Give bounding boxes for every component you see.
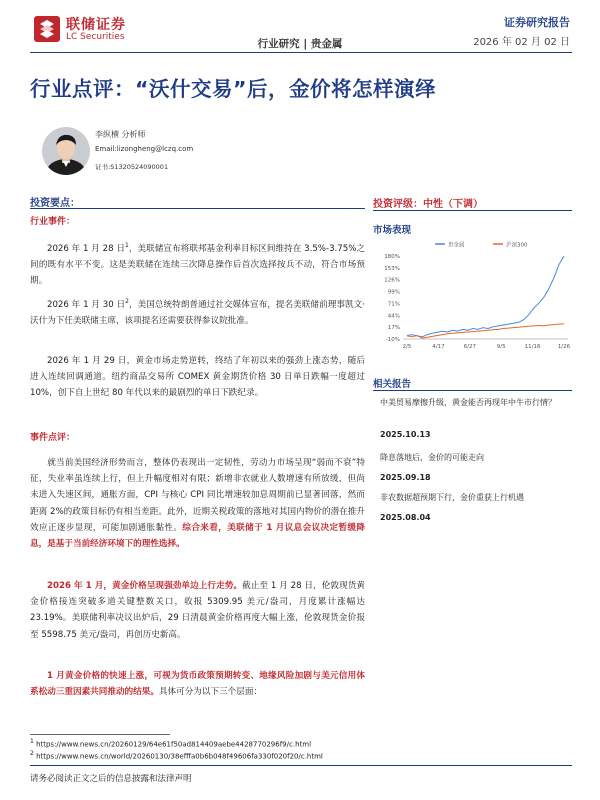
report-type: 证券研究报告	[504, 16, 570, 29]
y-tick-label: 99%	[387, 289, 400, 296]
x-tick-label: 4/17	[432, 344, 445, 350]
header-category: 行业研究 | 贵金属	[257, 38, 343, 50]
industry-event-heading: 行业事件：	[30, 217, 76, 227]
investment-rating: 投资评级：中性（下调）	[373, 199, 483, 210]
paragraph-2: 2026 年 1 月 30 日$^2$，美国总统特朗普通过社交媒体宣布，提名美联储前理事凯文·沃什为下任美联储主席，该项提名还需要获得参议院批准。	[30, 298, 365, 327]
series-line-1	[407, 324, 564, 338]
analyst-certificate: 证书:S1320524090001	[95, 163, 169, 171]
header-divider	[30, 52, 572, 53]
related-reports-heading: 相关报告	[373, 379, 412, 390]
paragraph-4: 就当前美国经济形势而言，整体仍表现出一定韧性，劳动力市场呈现“弱而不衰”特征，失业率虽连续上行，但上升幅度相对有限；新增非农就业人数增速有所放缓，但尚未进入失速区间，通胀方面，CPI 与核心 CPI 同比增速较加息周期前已显著回落，然而距离 2%的政策目标仍有相当差距。此外，近期关税政策的落地对其国内物价的潜在推升效应正逐步显现，可能加剧通胀黏性。综合来看，美联储于 1 月议息会议决定暂缓降息，是基于当前经济环境下的理性选择。	[30, 458, 365, 550]
logo-text-en: LC Securities	[66, 32, 125, 42]
x-tick-label: 9/5	[496, 344, 506, 350]
paragraph-6-highlight: 1 月黄金价格的快速上涨，可视为货币政策预期转变、地缘风险加剧与美元信用体系松动三重因素共同推动的结果。	[30, 671, 365, 698]
y-tick-label: 126%	[384, 277, 400, 284]
analyst-name: 李纵横 分析师	[95, 130, 146, 139]
rating-divider	[373, 210, 572, 211]
disclaimer: 请务必阅读正文之后的信息披露和法律声明	[30, 774, 192, 784]
key-points-divider	[30, 208, 365, 209]
legend-label-1: 沪深300	[506, 242, 528, 249]
x-tick-label: 11/16	[524, 344, 541, 350]
footnote-ref-2[interactable]: 2	[125, 298, 129, 305]
related-report-1[interactable]: 中美贸易摩擦升级，黄金能否再现年中牛市行情？	[380, 398, 556, 407]
y-tick-label: -10%	[385, 337, 400, 343]
footnote-1[interactable]: $^1$ https://www.news.cn/20260129/64e61f50ad814409aebe4428770296f9/c.html	[30, 738, 312, 749]
y-tick-label: 153%	[384, 265, 400, 272]
market-performance-chart	[373, 236, 573, 356]
related-report-3-date: 2025.08.04	[380, 513, 431, 522]
analyst-email[interactable]: Email:lizongheng@lczq.com	[95, 145, 194, 153]
related-divider	[373, 390, 572, 391]
paragraph-5: 2026 年 1 月，黄金价格呈现强劲单边上行走势。截止至 1 月 28 日，伦敦现货黄金价格接连突破多道关键整数关口，收报 5309.95 美元/盎司，月度累计涨幅达 23.19%。美联储利率决议出炉后，29 日清晨黄金价格再度大幅上涨，伦敦现货金价报至 5598.75 美元/盎司，再创历史新高。	[30, 581, 365, 640]
report-date: 2026 年 02 月 02 日	[473, 37, 570, 48]
footnote-2[interactable]: $^2$ https://www.news.cn/world/20260130/38efffa0b6b048f49606fa330f020f20/c.html	[30, 750, 323, 761]
y-tick-label: 17%	[387, 325, 400, 332]
legend-label-0: 贵金属	[448, 242, 465, 249]
paragraph-4-conclusion: 综合来看，美联储于 1 月议息会议决定暂缓降息，是基于当前经济环境下的理性选择。	[30, 522, 365, 550]
page-title: 行业点评：“沃什交易”后，金价将怎样演绎	[30, 77, 436, 101]
footer-divider	[30, 765, 572, 766]
footnote-divider	[30, 734, 170, 735]
paragraph-3: 2026 年 1 月 29 日，黄金市场走势逆转，终结了年初以来的强劲上涨态势，随后进入连续回调通道。纽约商品交易所 COMEX 黄金期货价格 30 日单日跌幅一度超过 10%，创下自上世纪 80 年代以来的最剧烈的单日下跌纪录。	[30, 356, 365, 399]
related-report-2[interactable]: 降息落地后，金价的可能走向	[380, 453, 484, 462]
x-tick-label: 6/27	[463, 344, 476, 350]
related-report-1-date: 2025.10.13	[380, 430, 431, 439]
paragraph-6: 1 月黄金价格的快速上涨，可视为货币政策预期转变、地缘风险加剧与美元信用体系松动三重因素共同推动的结果。具体可分为以下三个层面：	[30, 671, 365, 698]
footnote-ref-1[interactable]: 1	[124, 242, 129, 249]
market-performance-label: 市场表现	[373, 225, 412, 236]
y-tick-label: 44%	[387, 313, 400, 320]
related-report-2-date: 2025.09.18	[380, 473, 431, 482]
paragraph-5-highlight: 2026 年 1 月，黄金价格呈现强劲单边上行走势。	[47, 581, 243, 591]
x-tick-label: 2/5	[402, 344, 412, 350]
x-tick-label: 1/26	[557, 344, 571, 350]
analyst-avatar	[42, 127, 90, 175]
related-report-3[interactable]: 非农数据超预期下行，金价重获上行机遇	[380, 493, 524, 502]
series-line-0	[407, 256, 564, 337]
logo-text-cn: 联储证券	[66, 17, 126, 33]
key-points-heading: 投资要点：	[30, 198, 80, 209]
y-tick-label: 71%	[387, 301, 400, 308]
y-tick-label: 180%	[384, 254, 400, 260]
paragraph-1: 2026 年 1 月 28 日$^1$，美联储宣布将联邦基金利率目标区间维持在 3.5%-3.75%之间的既有水平不变。这是美联储在连续三次降息操作后首次选择按兵不动，符合市场预期。	[30, 242, 366, 287]
event-review-heading: 事件点评：	[30, 433, 76, 443]
